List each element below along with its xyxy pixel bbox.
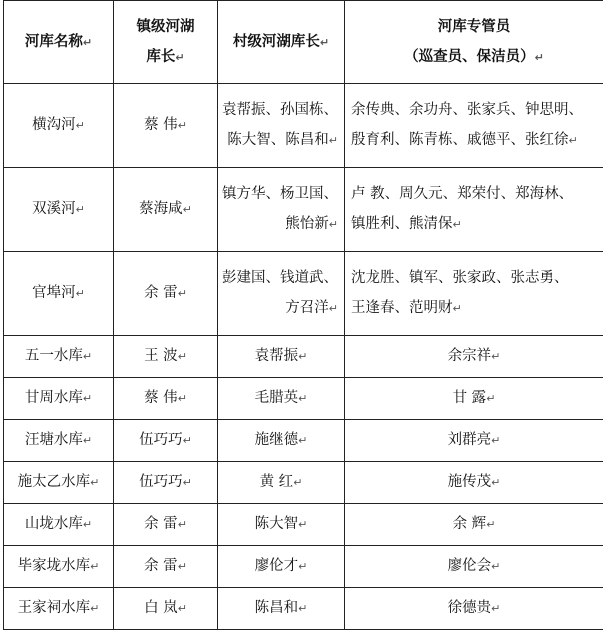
river-name: 施太乙水库↵: [4, 462, 114, 504]
header-row: [4, 1, 603, 84]
village-chief: 廖伦才↵: [218, 546, 345, 588]
table-row: [4, 84, 603, 168]
town-chief: 蔡海咸↵: [114, 168, 218, 252]
staff: 余传典、余功舟、张家兵、钟思明、 殷育利、陈青栋、戚德平、张红徐↵: [345, 84, 603, 168]
river-name: 毕家垅水库↵: [4, 546, 114, 588]
staff: 甘 露↵: [345, 378, 603, 420]
town-chief: 余 雷↵: [114, 546, 218, 588]
river-name: 五一水库↵: [4, 336, 114, 378]
table-row: [4, 588, 603, 630]
town-chief: 白 岚↵: [114, 588, 218, 630]
table-row: [4, 168, 603, 252]
table-row: [4, 336, 603, 378]
staff: 刘群亮↵: [345, 420, 603, 462]
table-row: [4, 420, 603, 462]
village-chief: 镇方华、杨卫国、 熊怡新↵: [218, 168, 345, 252]
town-chief: 余 雷↵: [114, 504, 218, 546]
table-row: [4, 546, 603, 588]
town-chief: 余 雷↵: [114, 252, 218, 336]
town-chief: 伍巧巧↵: [114, 462, 218, 504]
header-town-chief: 镇级河湖 库长↵: [114, 1, 218, 84]
river-name: 双溪河↵: [4, 168, 114, 252]
river-name: 王家祠水库↵: [4, 588, 114, 630]
river-name: 官埠河↵: [4, 252, 114, 336]
header-village-chief: 村级河湖库长↵: [218, 1, 345, 84]
staff: 徐德贵↵: [345, 588, 603, 630]
table-row: [4, 462, 603, 504]
header-staff-line1: 河库专管员: [437, 18, 511, 35]
staff: 廖伦会↵: [345, 546, 603, 588]
header-town-chief-line1: 镇级河湖: [136, 18, 195, 35]
staff: 余 辉↵: [345, 504, 603, 546]
staff: 施传茂↵: [345, 462, 603, 504]
village-chief: 彭建国、钱道武、 方召洋↵: [218, 252, 345, 336]
village-chief: 黄 红↵: [218, 462, 345, 504]
table-row: [4, 252, 603, 336]
table-row: [4, 378, 603, 420]
river-name: 山垅水库↵: [4, 504, 114, 546]
village-chief: 施继德↵: [218, 420, 345, 462]
header-staff-line2: （巡查员、保洁员）: [404, 48, 535, 65]
village-chief: 陈昌和↵: [218, 588, 345, 630]
town-chief: 王 波↵: [114, 336, 218, 378]
village-chief: 陈大智↵: [218, 504, 345, 546]
table-row: [4, 504, 603, 546]
river-chief-table: [3, 0, 603, 630]
staff: 卢 教、周久元、郑荣付、郑海林、 镇胜利、熊清保↵: [345, 168, 603, 252]
town-chief: 蔡 伟↵: [114, 84, 218, 168]
header-town-chief-line2: 库长: [146, 48, 176, 65]
river-name: 汪塘水库↵: [4, 420, 114, 462]
village-chief: 毛腊英↵: [218, 378, 345, 420]
town-chief: 蔡 伟↵: [114, 378, 218, 420]
staff: 余宗祥↵: [345, 336, 603, 378]
village-chief: 袁帮振↵: [218, 336, 345, 378]
village-chief: 袁帮振、孙国栋、 陈大智、陈昌和↵: [218, 84, 345, 168]
staff: 沈龙胜、镇军、张家政、张志勇、 王逢春、范明财↵: [345, 252, 603, 336]
river-name: 横沟河↵: [4, 84, 114, 168]
header-river-name: 河库名称↵: [4, 1, 114, 84]
header-staff: 河库专管员 （巡查员、保洁员）↵: [345, 1, 603, 84]
river-name: 甘周水库↵: [4, 378, 114, 420]
town-chief: 伍巧巧↵: [114, 420, 218, 462]
